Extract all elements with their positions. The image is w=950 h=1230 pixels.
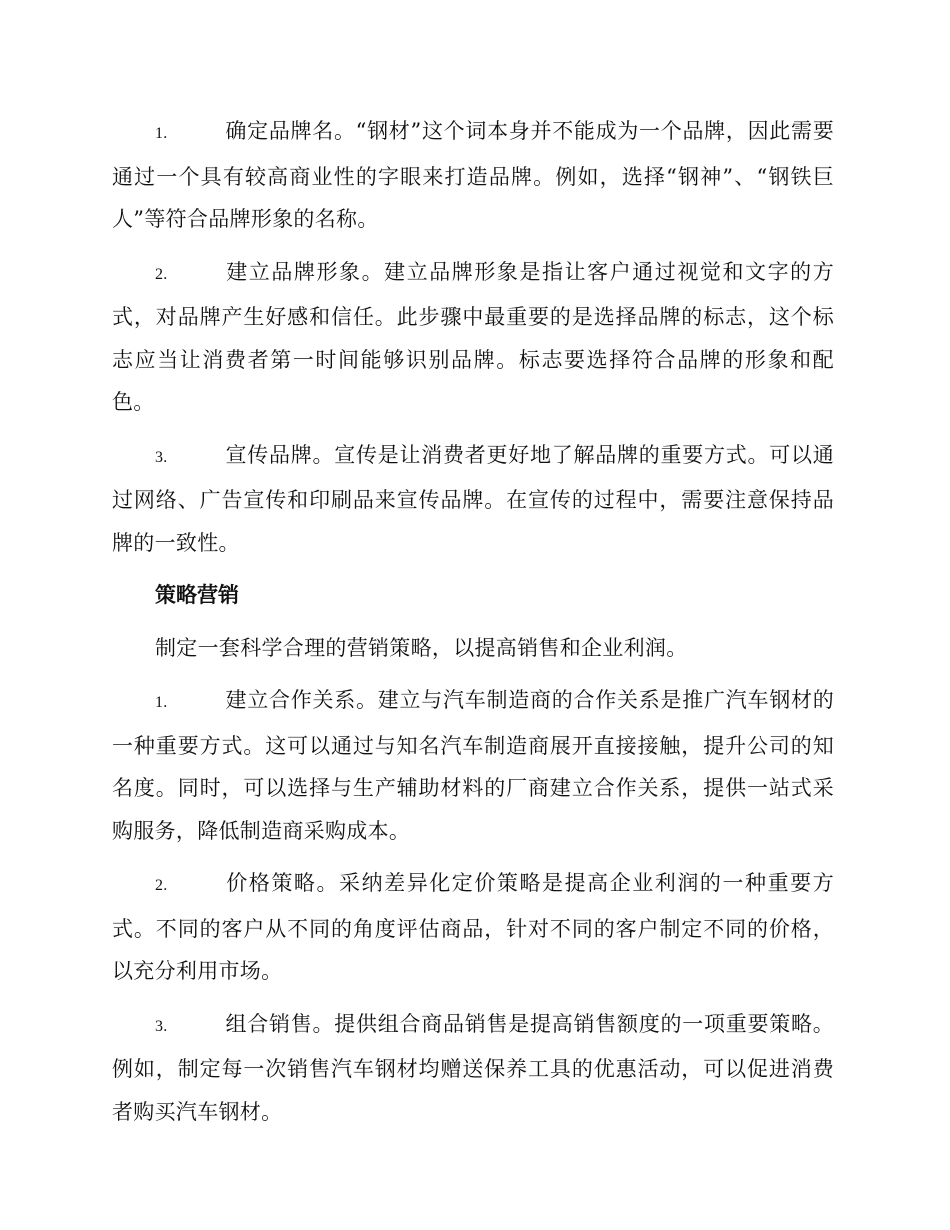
list-number: 3. [155,1017,168,1035]
list-item [112,110,834,241]
list-text: 建立品牌形象。建立品牌形象是指让客户通过视觉和文字的方式，对品牌产生好感和信任。此步骤中最重要的是选择品牌的标志，这个标志应当让消费者第一时间能够识别品牌。标志要选择符合品牌的形象和配色。 [112,259,834,414]
list-text: 价格策略。采纳差异化定价策略是提高企业利润的一种重要方式。不同的客户从不同的角度评估商品，针对不同的客户制定不同的价格，以充分利用市场。 [112,871,834,983]
list-text: 确定品牌名。“钢材”这个词本身并不能成为一个品牌，因此需要通过一个具有较高商业性的字眼来打造品牌。例如，选择“钢神”、“钢铁巨人”等符合品牌形象的名称。 [112,119,834,231]
list-text: 建立合作关系。建立与汽车制造商的合作关系是推广汽车钢材的一种重要方式。这可以通过与知名汽车制造商展开直接接触，提升公司的知名度。同时，可以选择与生产辅助材料的厂商建立合作关系，提供一站式采购服务，降低制造商采购成本。 [112,688,834,843]
list-number: 2. [155,265,168,283]
list-text: 组合销售。提供组合商品销售是提高销售额度的一项重要策略。例如，制定每一次销售汽车钢材均赠送保养工具的优惠活动，可以促进消费者购买汽车钢材。 [112,1011,834,1124]
section-heading: 策略营销 [155,583,239,607]
list-number: 3. [155,448,168,466]
list-text: 宣传品牌。宣传是让消费者更好地了解品牌的重要方式。可以通过网络、广告宣传和印刷品来宣传品牌。在宣传的过程中，需要注意保持品牌的一致性。 [112,442,834,555]
list-number: 2. [155,877,168,894]
list-item [112,862,834,993]
list-item [112,434,834,565]
list-item [112,1003,834,1134]
document-body [112,110,834,1143]
list-item [112,679,834,852]
section-intro: 制定一套科学合理的营销策略，以提高销售和企业利润。 [155,635,688,660]
list-number: 1. [155,125,168,142]
list-number: 1. [155,694,168,711]
list-item [112,251,834,424]
